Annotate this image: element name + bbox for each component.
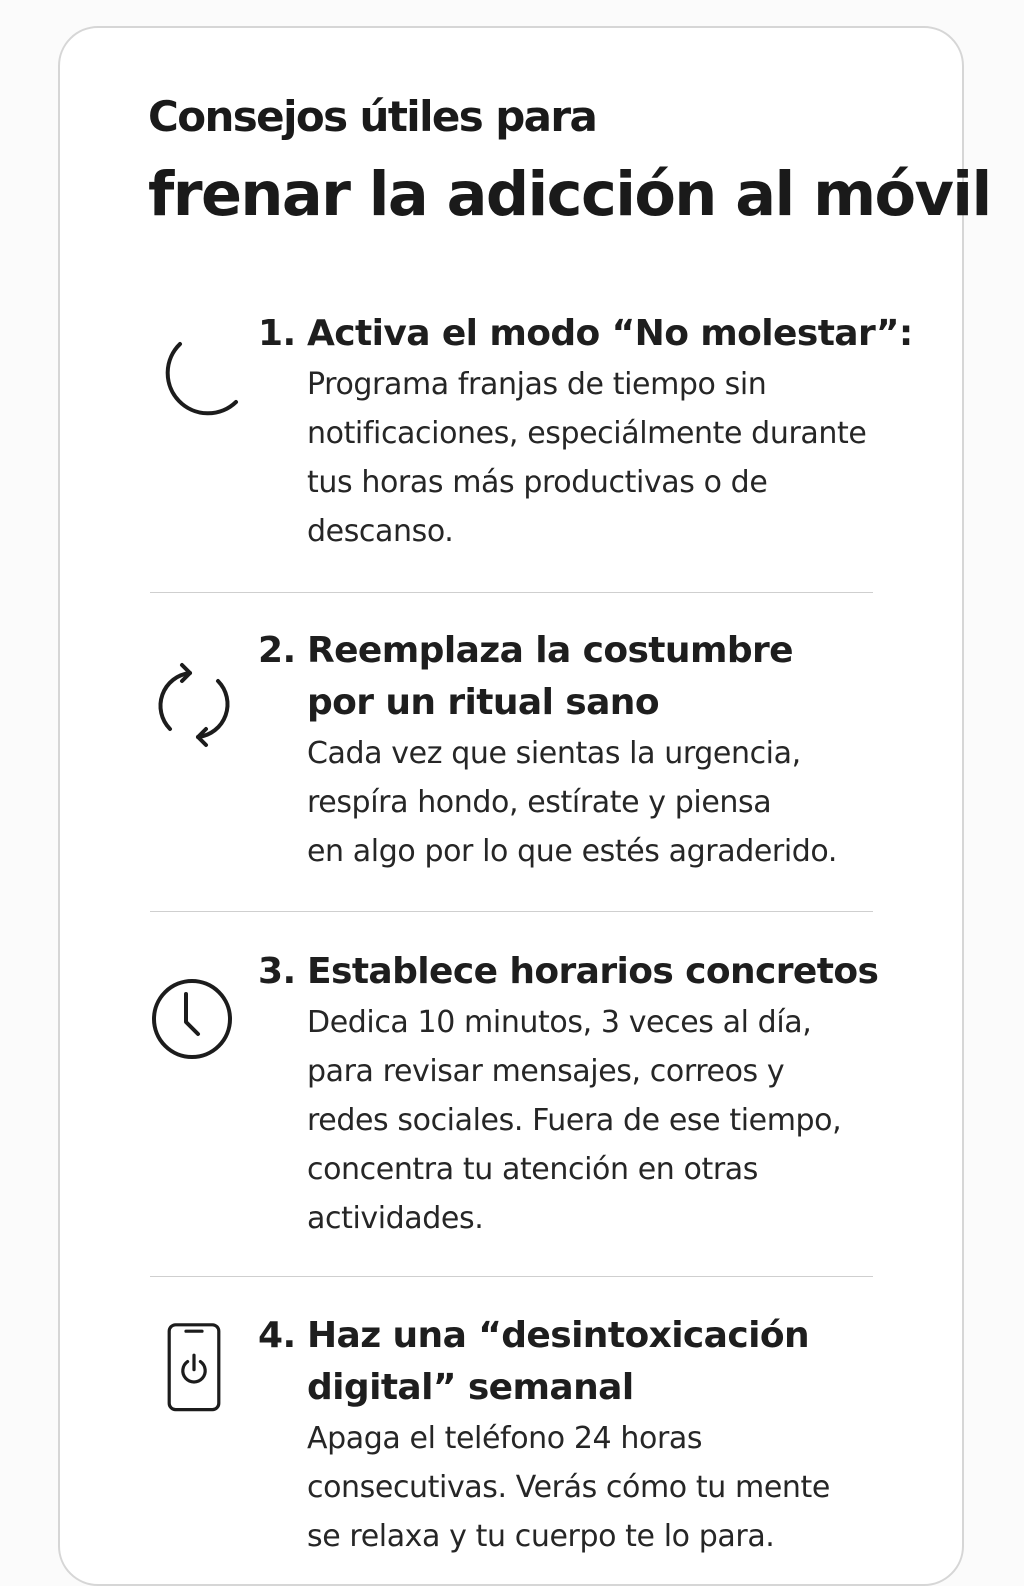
- tip-description-line: en algo por lo que estés agraderido.: [307, 834, 837, 869]
- tip-description-line: para revisar mensajes, correos y: [307, 1054, 785, 1089]
- tip-heading-line: Haz una “desintoxicación: [307, 1315, 810, 1356]
- tip-number: 4.: [258, 1315, 296, 1356]
- tip-description-line: consecutivas. Verás cómo tu mente: [307, 1470, 830, 1505]
- title-line: frenar la adicción al móvil: [148, 160, 991, 230]
- tip-description: [307, 998, 947, 1243]
- tip-body: [307, 946, 947, 1243]
- tip-number: 3.: [258, 951, 296, 992]
- tip-number: 1.: [258, 313, 296, 354]
- title-line: Consejos útiles para: [148, 92, 597, 141]
- tip-heading: [307, 625, 947, 729]
- clock-icon: [146, 972, 242, 1068]
- tip-description-line: Programa franjas de tiempo sin: [307, 367, 767, 402]
- divider: [150, 592, 873, 593]
- tip-heading: [307, 946, 947, 998]
- tip-description-line: Dedica 10 minutos, 3 veces al día,: [307, 1005, 812, 1040]
- tip-description-line: respíra hondo, estírate y piensa: [307, 785, 772, 820]
- tip-body: [307, 625, 947, 876]
- tip-body: [307, 308, 947, 556]
- tip-heading-line: por un ritual sano: [307, 682, 659, 723]
- moon-icon: [146, 332, 242, 428]
- tip-description-line: tus horas más productivas o de: [307, 465, 768, 500]
- page-title: [148, 78, 991, 234]
- tip-description-line: concentra tu atención en otras: [307, 1152, 758, 1187]
- divider: [150, 1276, 873, 1277]
- tip-description-line: notificaciones, especiálmente durante: [307, 416, 867, 451]
- tip-heading-line: Reemplaza la costumbre: [307, 630, 794, 671]
- refresh-icon: [146, 657, 242, 753]
- tip-description: [307, 1414, 947, 1561]
- tip-description-line: se relaxa y tu cuerpo te lo para.: [307, 1519, 775, 1554]
- tip-description-line: redes sociales. Fuera de ese tiempo,: [307, 1103, 842, 1138]
- phone-power-icon: [146, 1320, 242, 1416]
- tip-description: [307, 360, 947, 556]
- tip-heading-line: digital” semanal: [307, 1367, 634, 1408]
- tip-number: 2.: [258, 630, 296, 671]
- tip-description-line: Apaga el teléfono 24 horas: [307, 1421, 703, 1456]
- tip-heading-line: Establece horarios concretos: [307, 951, 879, 992]
- tip-description-line: actividades.: [307, 1201, 484, 1236]
- tip-heading: [307, 308, 947, 360]
- tip-description-line: descanso.: [307, 514, 454, 549]
- tip-body: [307, 1310, 947, 1561]
- tip-heading: [307, 1310, 947, 1414]
- tip-description-line: Cada vez que sientas la urgencia,: [307, 736, 801, 771]
- divider: [150, 911, 873, 912]
- tip-description: [307, 729, 947, 876]
- tip-heading-line: Activa el modo “No molestar”:: [307, 313, 913, 354]
